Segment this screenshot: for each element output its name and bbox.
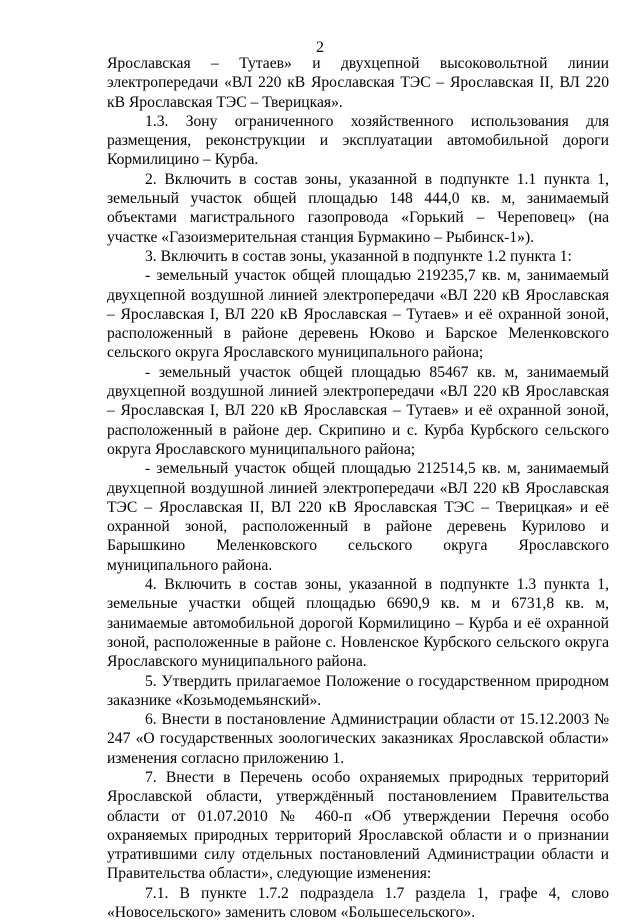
paragraph-4: 4. Включить в состав зоны, указанной в подпункте 1.3 пункта 1, земельные участки общей площадью 6690,9 кв. м и 6731,8 кв. м, занимаемые автомобильной дорогой Кормилицино – Курба и её охранной зоной, расположенные в районе с. Новленское Курбского сельского округа Ярославского муниципального района. xyxy=(107,576,609,671)
paragraph-2: 2. Включить в состав зоны, указанной в подпункте 1.1 пункта 1, земельный участок общей площадью 148 444,0 кв. м, занимаемый объектами магистрального газопровода «Горький – Череповец» (на участке «Газоизмерительная станция Бурмакино – Рыбинск-1»). xyxy=(107,170,609,246)
paragraph-6: 6. Внести в постановление Администрации области от 15.12.2003 № 247 «О государственных зоологических заказниках Ярославской области» изменения согласно приложению 1. xyxy=(107,711,609,767)
list-item-parcel-1: - земельный участок общей площадью 219235,7 кв. м, занимаемый двухцепной воздушной линией электропередачи «ВЛ 220 кВ Ярославская – Ярославская I, ВЛ 220 кВ Ярославская – Тутаев» и её охранной зоной, расположенный в районе деревень Юково и Барское Меленковского сельского округа Ярославского муниципального района; xyxy=(107,267,609,362)
list-item-parcel-3: - земельный участок общей площадью 212514,5 кв. м, занимаемый двухцепной воздушной линией электропередачи «ВЛ 220 кВ Ярославская ТЭС – Ярославская II, ВЛ 220 кВ Ярославская ТЭС – Тверицкая» и её охранной зоной, расположенный в районе деревень Курилово и Барышкино Меленковского сельского округа Ярославского муниципального района. xyxy=(107,460,609,574)
list-item-parcel-2: - земельный участок общей площадью 85467 кв. м, занимаемый двухцепной воздушной линией электропередачи «ВЛ 220 кВ Ярославская – Ярославская I, ВЛ 220 кВ Ярославская – Тутаев» и её охранной зоной, расположенный в районе дер. Скрипино и с. Курба Курбского сельского округа Ярославского муниципального района; xyxy=(107,363,609,458)
paragraph-7-1: 7.1. В пункте 1.7.2 подраздела 1.7 раздела 1, графе 4, слово «Новосельского» заменить словом «Большесельского». xyxy=(107,884,609,922)
paragraph-7: 7. Внести в Перечень особо охраняемых природных территорий Ярославской области, утверждённый постановлением Правительства области от 01.07.2010 № 460-п «Об утверждении Перечня особо охраняемых природных территорий Ярославской области и о признании утратившими силу отдельных постановлений Администрации области и Правительства области», следующие изменения: xyxy=(107,768,609,883)
paragraph-3: 3. Включить в состав зоны, указанной в подпункте 1.2 пункта 1: xyxy=(145,247,572,265)
document-body xyxy=(107,54,609,922)
page-number: 2 xyxy=(316,39,324,56)
paragraph-continuation: Ярославская – Тутаев» и двухцепной высоковольтной линии электропередачи «ВЛ 220 кВ Ярославская ТЭС – Ярославская II, ВЛ 220 кВ Ярославская ТЭС – Тверицкая». xyxy=(107,55,609,111)
paragraph-5: 5. Утвердить прилагаемое Положение о государственном природном заказнике «Козьмодемьянский». xyxy=(107,672,609,709)
paragraph-1-3: 1.3. Зону ограниченного хозяйственного использования для размещения, реконструкции и эксплуатации автомобильной дороги Кормилицино – Курба. xyxy=(107,112,609,169)
